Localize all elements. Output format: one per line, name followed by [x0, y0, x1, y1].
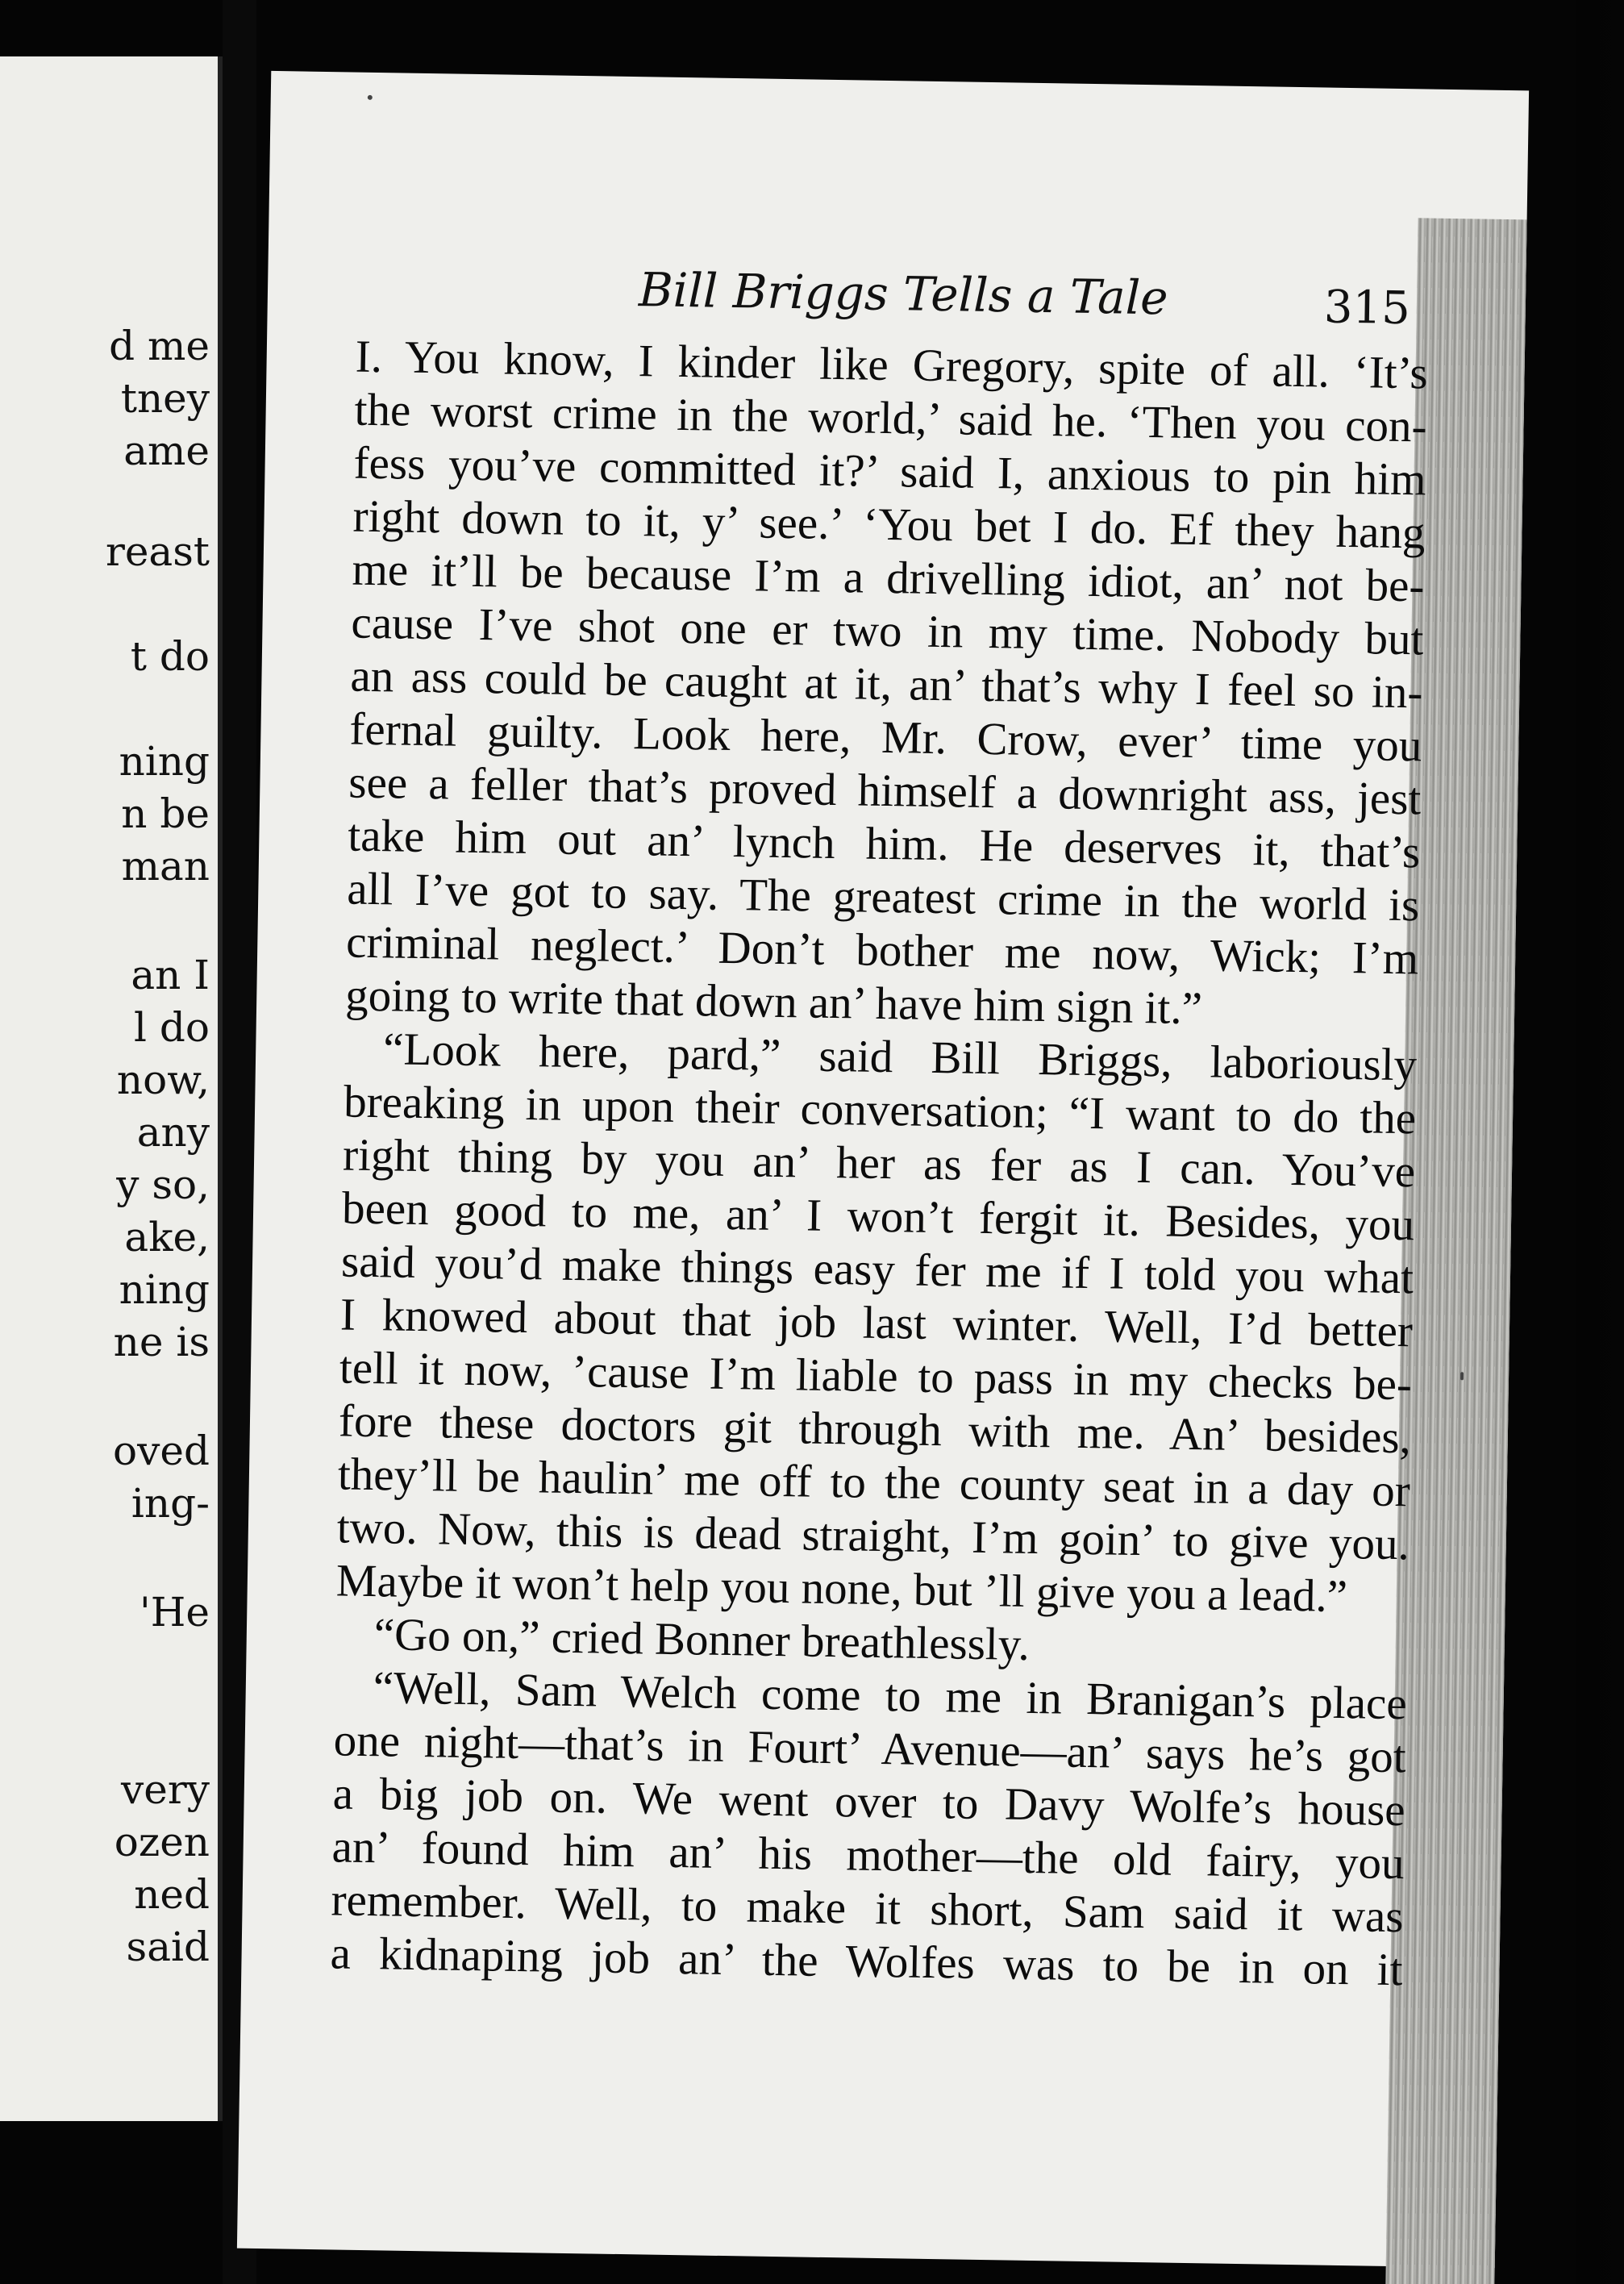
text-line: tell it now, ’cause I’m liable to pass in my checks be-	[339, 1342, 1413, 1411]
text-line: two. Now, this is dead straight, I’m goin’ to give you.	[336, 1502, 1410, 1570]
text-line: cause I’ve shot one er two in my time. Nobody but	[351, 597, 1424, 665]
text-line: right thing by you an’ her as fer as I can. You’ve	[342, 1129, 1416, 1198]
text-line: criminal neglect.’ Don’t bother me now, Wick; I’m	[345, 916, 1419, 985]
left-text-fragment: now,	[116, 1057, 210, 1103]
left-text-fragment: an I	[131, 952, 210, 998]
text-line: a kidnaping job an’ the Wolfes was to be in on it	[330, 1928, 1403, 1996]
text-line: breaking in upon their conversation; “I want to do the	[343, 1076, 1417, 1144]
text-line: fore these doctors git through with me. An’ besides,	[338, 1395, 1412, 1464]
left-text-fragment: ame	[123, 427, 210, 474]
left-text-fragment: 'He	[139, 1589, 210, 1636]
page-body	[330, 331, 1428, 1998]
previous-page-fragment	[0, 56, 223, 2121]
text-line: me it’ll be because I’m a drivelling idiot, an’ not be-	[352, 544, 1425, 612]
left-text-fragment: ozen	[114, 1819, 210, 1865]
text-line: take him out an’ lynch him. He deserves it, that’s	[347, 810, 1421, 878]
text-line: the worst crime in the world,’ said he. ‘Then you con-	[354, 384, 1428, 452]
left-text-fragment: y so,	[116, 1161, 210, 1208]
page-header	[267, 256, 1477, 340]
left-text-fragment: ning	[119, 738, 210, 785]
left-text-fragment: tney	[120, 375, 210, 422]
text-line: remember. Well, to make it short, Sam said it was	[331, 1874, 1405, 1943]
left-text-fragment: ne is	[113, 1319, 210, 1365]
left-text-fragment: ned	[134, 1871, 210, 1918]
text-line: see a feller that’s proved himself a downright ass, jest	[348, 756, 1422, 825]
text-line: said you’d make things easy fer me if I told you what	[340, 1236, 1414, 1304]
text-line: been good to me, an’ I won’t fergit it. Besides, you	[341, 1182, 1415, 1251]
left-text-fragment: l do	[134, 1004, 210, 1051]
text-line: “Look here, pard,” said Bill Briggs, laboriously	[382, 1023, 1418, 1091]
left-text-fragment: any	[136, 1109, 210, 1156]
left-text-fragment: t do	[130, 633, 210, 680]
text-line: fernal guilty. Look here, Mr. Crow, ever’ time you	[348, 703, 1422, 772]
left-text-fragment: man	[121, 843, 210, 890]
text-line: they’ll be haulin’ me off to the county seat in a day or	[337, 1448, 1411, 1517]
text-line: Maybe it won’t help you none, but ’ll give you a lead.”	[335, 1555, 1348, 1623]
left-text-fragment: ing-	[131, 1480, 210, 1527]
text-line: a big job on. We went over to Davy Wolfe’s house	[332, 1768, 1406, 1836]
left-text-fragment: ake,	[124, 1214, 210, 1261]
page-number: 315	[1323, 281, 1411, 336]
left-text-fragment: d me	[109, 323, 210, 369]
text-line: an’ found him an’ his mother—the old fairy, you	[331, 1821, 1405, 1890]
left-text-fragment: reast	[105, 528, 210, 575]
running-head: Bill Briggs Tells a Tale	[638, 262, 1169, 326]
left-text-fragment: said	[126, 1923, 210, 1970]
scan-speck	[1460, 1372, 1464, 1380]
edge-shadow	[1576, 0, 1624, 2284]
text-line: one night—that’s in Fourt’ Avenue—an’ says he’s got	[333, 1715, 1407, 1783]
left-text-fragment: very	[121, 1766, 210, 1813]
text-line: fess you’ve committed it?’ said I, anxious to pin him	[353, 437, 1427, 506]
text-line: “Well, Sam Welch come to me in Branigan’s place	[373, 1662, 1408, 1730]
scan-speck	[368, 95, 373, 100]
left-text-fragment: ning	[119, 1266, 210, 1313]
text-line: right down to it, y’ see.’ ‘You bet I do. Ef they hang	[352, 490, 1426, 559]
book-page	[237, 71, 1529, 2268]
text-line: I knowed about that job last winter. Well, I’d better	[339, 1289, 1414, 1357]
left-text-fragment: oved	[113, 1428, 210, 1474]
text-line: going to write that down an’ have him sign it.”	[344, 969, 1203, 1035]
left-text-fragment: n be	[121, 790, 210, 837]
text-line: “Go on,” cried Bonner breathlessly.	[373, 1609, 1031, 1670]
text-line: I. You know, I kinder like Gregory, spite of all. ‘It’s	[355, 331, 1429, 399]
text-line: an ass could be caught at it, an’ that’s why I feel so in-	[350, 650, 1423, 719]
text-line: all I’ve got to say. The greatest crime in the world is	[346, 863, 1420, 932]
